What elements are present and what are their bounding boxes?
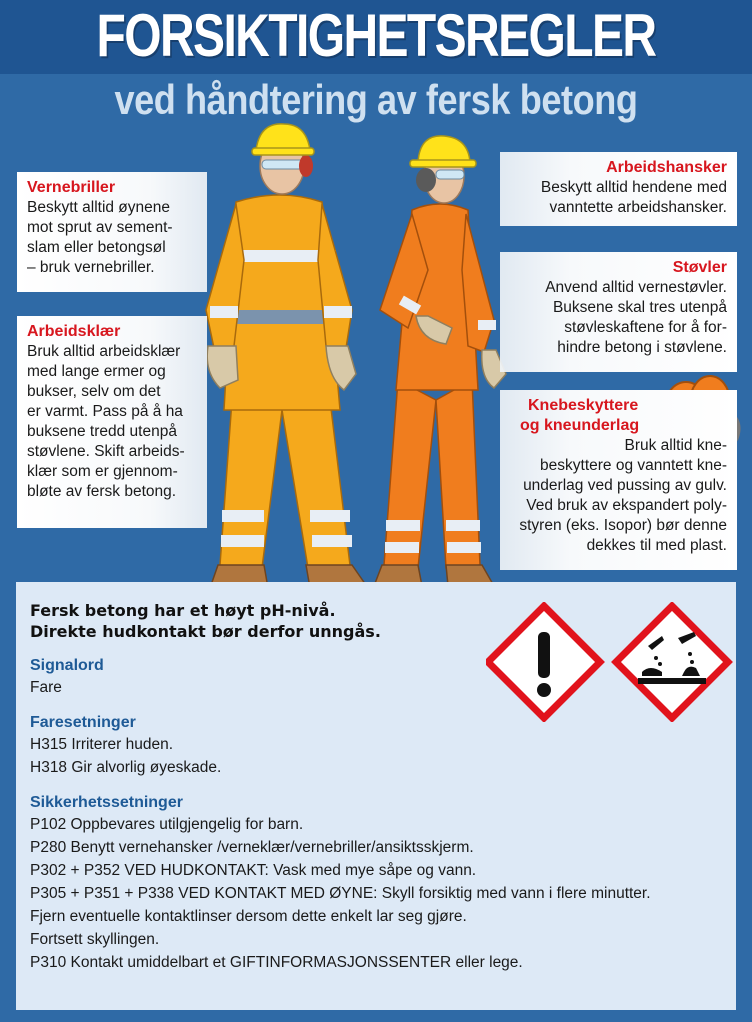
precaution-statement: Fortsett skyllingen. — [30, 931, 160, 948]
poster-title: FORSIKTIGHETSREGLER — [96, 2, 656, 69]
callout-line: Anvend alltid vernestøvler. — [545, 279, 727, 296]
callout-line: styren (eks. Isopor) bør denne — [519, 517, 727, 534]
callout-heading: Knebeskyttere — [528, 397, 639, 414]
callout-line: bukser, selv om det — [27, 383, 161, 400]
callout-line: slam eller betongsøl — [27, 239, 166, 256]
faresetninger-heading: Faresetninger — [30, 714, 136, 731]
callout-line: hindre betong i støvlene. — [557, 339, 727, 356]
signalord-value: Fare — [30, 679, 62, 696]
exclamation-pictogram-icon — [488, 606, 600, 718]
callout-line: buksene tredd utenpå — [27, 423, 177, 440]
callout-line: Buksene skal tres utenpå — [552, 299, 727, 316]
callout-heading: Arbeidshansker — [606, 159, 727, 176]
corrosion-pictogram-icon — [616, 606, 728, 718]
precaution-statement: Fjern eventuelle kontaktlinser dersom dette enkelt lar seg gjøre. — [30, 908, 467, 925]
hazard-statement: H318 Gir alvorlig øyeskade. — [30, 759, 222, 776]
callout-heading: Arbeidsklær — [27, 323, 121, 340]
callout-line: Beskytt alltid hendene med — [540, 179, 727, 196]
warning-line: Direkte hudkontakt bør derfor unngås. — [30, 622, 381, 641]
callout-line: klær som er gjennom- — [27, 463, 178, 480]
precaution-statement: P302 + P352 VED HUDKONTAKT: Vask med mye såpe og vann. — [30, 862, 477, 879]
callout-line: mot sprut av sement- — [27, 219, 173, 236]
ghs-pictograms — [486, 602, 736, 722]
callout-line: Beskytt alltid øynene — [27, 199, 171, 216]
worker-left — [206, 124, 368, 588]
callout-heading: og kneunderlag — [520, 417, 640, 434]
callout-stovler — [500, 252, 737, 372]
poster-subtitle: ved håndtering av fersk betong — [114, 76, 638, 123]
callout-line: med lange ermer og — [27, 363, 166, 380]
precaution-statement: P102 Oppbevares utilgjengelig for barn. — [30, 816, 304, 833]
precaution-statement: P280 Benytt vernehansker /verneklær/vernebriller/ansiktsskjerm. — [30, 839, 474, 856]
callout-heading: Vernebriller — [27, 179, 116, 196]
callout-line: Bruk alltid arbeidsklær — [27, 343, 181, 360]
callout-vernebriller — [17, 172, 207, 292]
warning-line: Fersk betong har et høyt pH-nivå. — [30, 601, 336, 620]
callout-line: dekkes til med plast. — [586, 537, 727, 554]
worker-right — [374, 136, 506, 586]
callout-line: underlag ved pussing av gulv. — [523, 477, 727, 494]
signalord-heading: Signalord — [30, 657, 104, 674]
callout-line: er varmt. Pass på å ha — [27, 403, 183, 420]
callout-line: støvlene. Skift arbeids- — [27, 443, 185, 460]
hazard-info-panel — [16, 582, 736, 1010]
sikkerhetssetninger-heading: Sikkerhetssetninger — [30, 794, 183, 811]
callout-arbeidsklaer — [17, 316, 207, 528]
callout-line: støvleskaftene for å for- — [564, 319, 727, 336]
callout-line: bløte av fersk betong. — [27, 483, 177, 500]
hazard-statement: H315 Irriterer huden. — [30, 736, 174, 753]
callout-line: Ved bruk av ekspandert poly- — [526, 497, 727, 514]
precaution-statement: P310 Kontakt umiddelbart et GIFTINFORMASJONSSENTER eller lege. — [30, 954, 523, 971]
precaution-statement: P305 + P351 + P338 VED KONTAKT MED ØYNE: Skyll forsiktig med vann i flere minutter. — [30, 885, 651, 902]
callout-line: beskyttere og vanntett kne- — [540, 457, 727, 474]
callout-heading: Støvler — [672, 259, 727, 276]
callout-line: Bruk alltid kne- — [624, 437, 727, 454]
callout-line: vanntette arbeidshansker. — [549, 199, 727, 216]
callout-line: – bruk vernebriller. — [27, 259, 155, 276]
callout-arbeidshansker — [500, 152, 737, 226]
callout-knebeskyttere — [500, 390, 737, 570]
